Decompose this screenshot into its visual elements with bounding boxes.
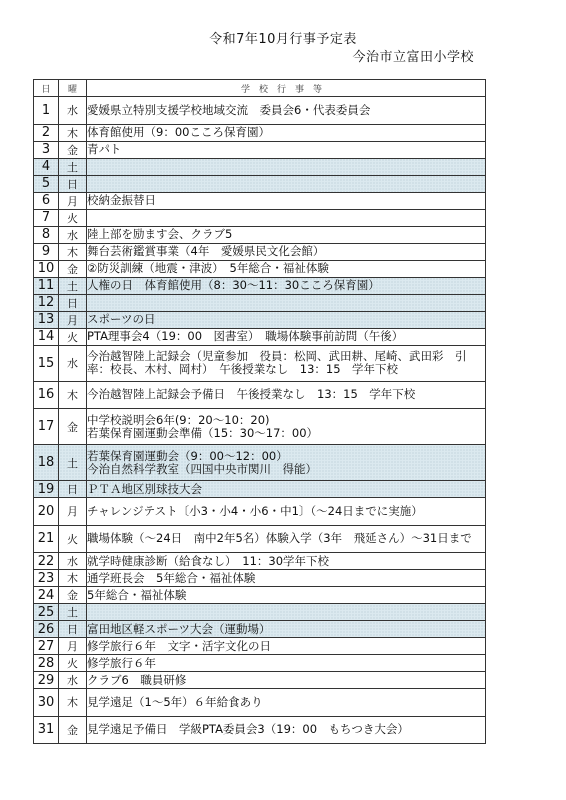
day-cell: 10 bbox=[34, 260, 59, 277]
table-row bbox=[34, 570, 486, 587]
weekday-cell: 火 bbox=[59, 525, 87, 553]
day-cell: 14 bbox=[34, 328, 59, 345]
table-row bbox=[34, 498, 486, 526]
table-row bbox=[34, 277, 486, 294]
table-row bbox=[34, 481, 486, 498]
table-row bbox=[34, 638, 486, 655]
table-row bbox=[34, 621, 486, 638]
event-cell: 青パト bbox=[87, 141, 486, 158]
weekday-cell: 月 bbox=[59, 638, 87, 655]
event-cell bbox=[87, 175, 486, 192]
table-row bbox=[34, 294, 486, 311]
weekday-cell: 土 bbox=[59, 604, 87, 621]
weekday-cell: 土 bbox=[59, 445, 87, 481]
day-cell: 27 bbox=[34, 638, 59, 655]
table-row bbox=[34, 716, 486, 744]
table-row bbox=[34, 445, 486, 481]
weekday-cell: 金 bbox=[59, 409, 87, 445]
table-row bbox=[34, 381, 486, 409]
table-row bbox=[34, 175, 486, 192]
event-cell bbox=[87, 294, 486, 311]
day-cell: 11 bbox=[34, 277, 59, 294]
weekday-cell: 金 bbox=[59, 716, 87, 744]
event-cell: 修学旅行６年 文字・活字文化の日 bbox=[87, 638, 486, 655]
weekday-cell: 月 bbox=[59, 311, 87, 328]
table-row bbox=[34, 311, 486, 328]
school-name: 今治市立富田小学校 bbox=[352, 50, 474, 65]
event-cell: 今治越智陸上記録会（児童参加 役員：松岡、武田耕、尾崎、武田彩 引率：校長、木村、岡村） 午後授業なし 13：15 学年下校 bbox=[87, 345, 486, 381]
day-cell: 8 bbox=[34, 226, 59, 243]
table-row bbox=[34, 243, 486, 260]
event-cell: 見学遠足（1〜5年）６年給食あり bbox=[87, 689, 486, 717]
weekday-cell: 土 bbox=[59, 158, 87, 175]
day-cell: 9 bbox=[34, 243, 59, 260]
weekday-cell: 木 bbox=[59, 381, 87, 409]
weekday-cell: 水 bbox=[59, 553, 87, 570]
day-cell: 19 bbox=[34, 481, 59, 498]
day-cell: 6 bbox=[34, 192, 59, 209]
event-cell bbox=[87, 604, 486, 621]
schedule-table bbox=[33, 79, 486, 744]
event-cell bbox=[87, 209, 486, 226]
event-cell: 若葉保育園運動会（9：00〜12：00） 今治自然科学教室（四国中央市関川 得能） bbox=[87, 445, 486, 481]
weekday-cell: 月 bbox=[59, 192, 87, 209]
table-row bbox=[34, 158, 486, 175]
table-row bbox=[34, 672, 486, 689]
event-cell: スポーツの日 bbox=[87, 311, 486, 328]
day-cell: 15 bbox=[34, 345, 59, 381]
event-cell: クラブ6 職員研修 bbox=[87, 672, 486, 689]
event-cell: 見学遠足予備日 学級PTA委員会3（19：00 もちつき大会） bbox=[87, 716, 486, 744]
event-cell: 校納金振替日 bbox=[87, 192, 486, 209]
column-header-weekday: 曜 bbox=[59, 80, 87, 97]
weekday-cell: 金 bbox=[59, 587, 87, 604]
table-row bbox=[34, 604, 486, 621]
table-header-row bbox=[34, 80, 486, 97]
table-row bbox=[34, 409, 486, 445]
table-row bbox=[34, 226, 486, 243]
weekday-cell: 水 bbox=[59, 672, 87, 689]
weekday-cell: 木 bbox=[59, 124, 87, 141]
column-header-day: 日 bbox=[34, 80, 59, 97]
day-cell: 2 bbox=[34, 124, 59, 141]
weekday-cell: 日 bbox=[59, 481, 87, 498]
table-row bbox=[34, 587, 486, 604]
event-cell: ＰＴＡ地区別球技大会 bbox=[87, 481, 486, 498]
event-cell: 愛媛県立特別支援学校地域交流 委員会6・代表委員会 bbox=[87, 97, 486, 125]
table-row bbox=[34, 655, 486, 672]
day-cell: 21 bbox=[34, 525, 59, 553]
day-cell: 25 bbox=[34, 604, 59, 621]
event-cell: 人権の日 体育館使用（8：30〜11：30こころ保育園） bbox=[87, 277, 486, 294]
day-cell: 20 bbox=[34, 498, 59, 526]
weekday-cell: 日 bbox=[59, 294, 87, 311]
table-row bbox=[34, 124, 486, 141]
weekday-cell: 月 bbox=[59, 498, 87, 526]
weekday-cell: 日 bbox=[59, 621, 87, 638]
table-row bbox=[34, 97, 486, 125]
event-cell: 陸上部を励ます会、クラブ5 bbox=[87, 226, 486, 243]
event-cell: 就学時健康診断（給食なし） 11：30学年下校 bbox=[87, 553, 486, 570]
table-row bbox=[34, 689, 486, 717]
weekday-cell: 土 bbox=[59, 277, 87, 294]
weekday-cell: 木 bbox=[59, 689, 87, 717]
event-cell: PTA理事会4（19：00 図書室） 職場体験事前訪問（午後） bbox=[87, 328, 486, 345]
table-row bbox=[34, 260, 486, 277]
event-cell: 今治越智陸上記録会予備日 午後授業なし 13：15 学年下校 bbox=[87, 381, 486, 409]
weekday-cell: 日 bbox=[59, 175, 87, 192]
event-cell: 職場体験（〜24日 南中2年5名）体験入学（3年 飛延さん）〜31日まで bbox=[87, 525, 486, 553]
day-cell: 5 bbox=[34, 175, 59, 192]
day-cell: 29 bbox=[34, 672, 59, 689]
table-row bbox=[34, 525, 486, 553]
day-cell: 31 bbox=[34, 716, 59, 744]
day-cell: 26 bbox=[34, 621, 59, 638]
day-cell: 7 bbox=[34, 209, 59, 226]
event-cell: 通学班長会 5年総合・福祉体験 bbox=[87, 570, 486, 587]
table-row bbox=[34, 192, 486, 209]
table-row bbox=[34, 345, 486, 381]
day-cell: 18 bbox=[34, 445, 59, 481]
day-cell: 3 bbox=[34, 141, 59, 158]
day-cell: 24 bbox=[34, 587, 59, 604]
day-cell: 22 bbox=[34, 553, 59, 570]
weekday-cell: 水 bbox=[59, 97, 87, 125]
schedule-body bbox=[34, 97, 486, 744]
column-header-events: 学校行事等 bbox=[87, 80, 486, 97]
weekday-cell: 木 bbox=[59, 570, 87, 587]
event-cell: 中学校説明会6年(9：20〜10：20) 若葉保育園運動会準備（15：30〜17：00） bbox=[87, 409, 486, 445]
day-cell: 1 bbox=[34, 97, 59, 125]
weekday-cell: 火 bbox=[59, 655, 87, 672]
event-cell: 富田地区軽スポーツ大会（運動場） bbox=[87, 621, 486, 638]
day-cell: 16 bbox=[34, 381, 59, 409]
day-cell: 28 bbox=[34, 655, 59, 672]
weekday-cell: 木 bbox=[59, 243, 87, 260]
weekday-cell: 金 bbox=[59, 260, 87, 277]
day-cell: 30 bbox=[34, 689, 59, 717]
day-cell: 13 bbox=[34, 311, 59, 328]
table-row bbox=[34, 209, 486, 226]
weekday-cell: 火 bbox=[59, 209, 87, 226]
table-row bbox=[34, 553, 486, 570]
document-title: 令和7年10月行事予定表 bbox=[209, 32, 357, 47]
day-cell: 4 bbox=[34, 158, 59, 175]
weekday-cell: 火 bbox=[59, 328, 87, 345]
event-cell: 5年総合・福祉体験 bbox=[87, 587, 486, 604]
table-row bbox=[34, 141, 486, 158]
table-row bbox=[34, 328, 486, 345]
day-cell: 12 bbox=[34, 294, 59, 311]
event-cell: ②防災訓練（地震・津波） 5年総合・福祉体験 bbox=[87, 260, 486, 277]
event-cell: 体育館使用（9：00こころ保育園） bbox=[87, 124, 486, 141]
weekday-cell: 金 bbox=[59, 141, 87, 158]
day-cell: 17 bbox=[34, 409, 59, 445]
day-cell: 23 bbox=[34, 570, 59, 587]
weekday-cell: 水 bbox=[59, 345, 87, 381]
event-cell bbox=[87, 158, 486, 175]
event-cell: チャレンジテスト〔小3・小4・小6・中1〕（〜24日までに実施） bbox=[87, 498, 486, 526]
weekday-cell: 水 bbox=[59, 226, 87, 243]
event-cell: 舞台芸術鑑賞事業（4年 愛媛県民文化会館） bbox=[87, 243, 486, 260]
event-cell: 修学旅行６年 bbox=[87, 655, 486, 672]
